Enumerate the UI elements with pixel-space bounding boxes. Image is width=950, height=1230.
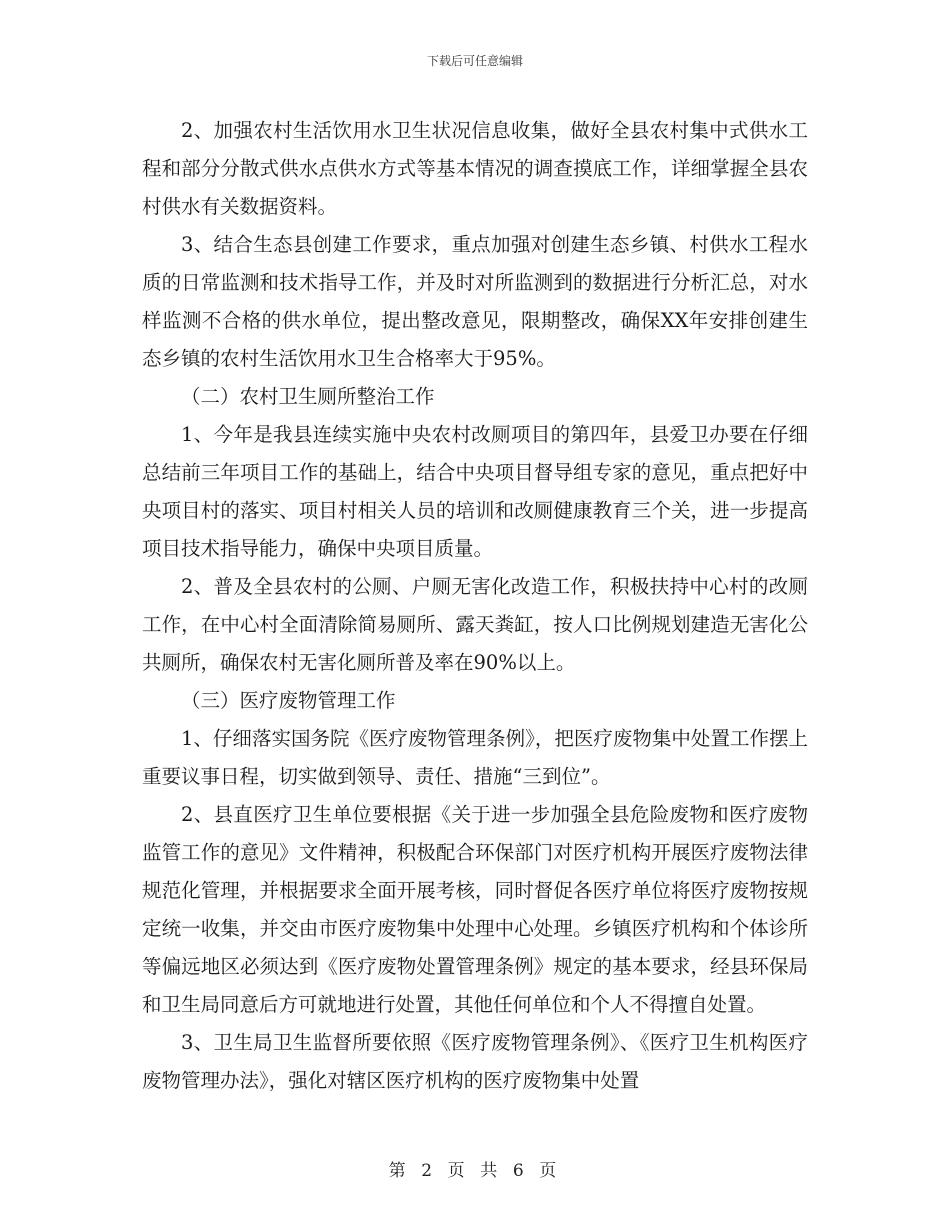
paragraph-central-toilet-project: 1、今年是我县连续实施中央农村改厕项目的第四年，县爱卫办要在仔细总结前三年项目工作的基础上，结合中央项目督导组专家的意见，重点把好中央项目村的落实、项目村相关人员的培训和改厕健康教育三个关，进一步提高项目技术指导能力，确保中央项目质量。: [142, 423, 808, 560]
page-header-note: 下载后可任意编辑: [426, 54, 523, 68]
page-number-footer: 第 2 页 共 6 页: [388, 1161, 562, 1181]
paragraph-water-quality-monitoring: 3、结合生态县创建工作要求，重点加强对创建生态乡镇、村供水工程水质的日常监测和技术指导工作，并及时对所监测到的数据进行分析汇总，对水样监测不合格的供水单位，提出整改意见，限期整改，确保XX年安排创建生态乡镇的农村生活饮用水卫生合格率大于95%。: [142, 233, 808, 370]
paragraph-water-info-collection: 2、加强农村生活饮用水卫生状况信息收集，做好全县农村集中式供水工程和部分分散式供水点供水方式等基本情况的调查摸底工作，详细掌握全县农村供水有关数据资料。: [142, 119, 808, 218]
paragraph-toilet-popularization: 2、普及全县农村的公厕、户厕无害化改造工作，积极扶持中心村的改厕工作，在中心村全面清除简易厕所、露天粪缸，按人口比例规划建造无害化公共厕所，确保农村无害化厕所普及率在90%以上。: [142, 575, 808, 674]
paragraph-medical-waste-regulation: 1、仔细落实国务院《医疗废物管理条例》，把医疗废物集中处置工作摆上重要议事日程，切实做到领导、责任、措施“三到位”。: [142, 727, 808, 788]
paragraph-health-inspection: 3、卫生局卫生监督所要依照《医疗废物管理条例》、《医疗卫生机构医疗废物管理办法》，强化对辖区医疗机构的医疗废物集中处置: [142, 1031, 808, 1092]
section-heading-medical-waste: （三）医疗废物管理工作: [181, 689, 396, 712]
paragraph-medical-waste-supervision: 2、县直医疗卫生单位要根据《关于进一步加强全县危险废物和医疗废物监管工作的意见》文件精神，积极配合环保部门对医疗机构开展医疗废物法律规范化管理，并根据要求全面开展考核，同时督促各医疗单位将医疗废物按规定统一收集，并交由市医疗废物集中处理中心处理。乡镇医疗机构和个体诊所等偏远地区必须达到《医疗废物处置管理条例》规定的基本要求，经县环保局和卫生局同意后方可就地进行处置，其他任何单位和个人不得擅自处置。: [142, 803, 808, 1016]
section-heading-toilet-renovation: （二）农村卫生厕所整治工作: [181, 385, 435, 408]
document-body: [142, 112, 808, 1100]
